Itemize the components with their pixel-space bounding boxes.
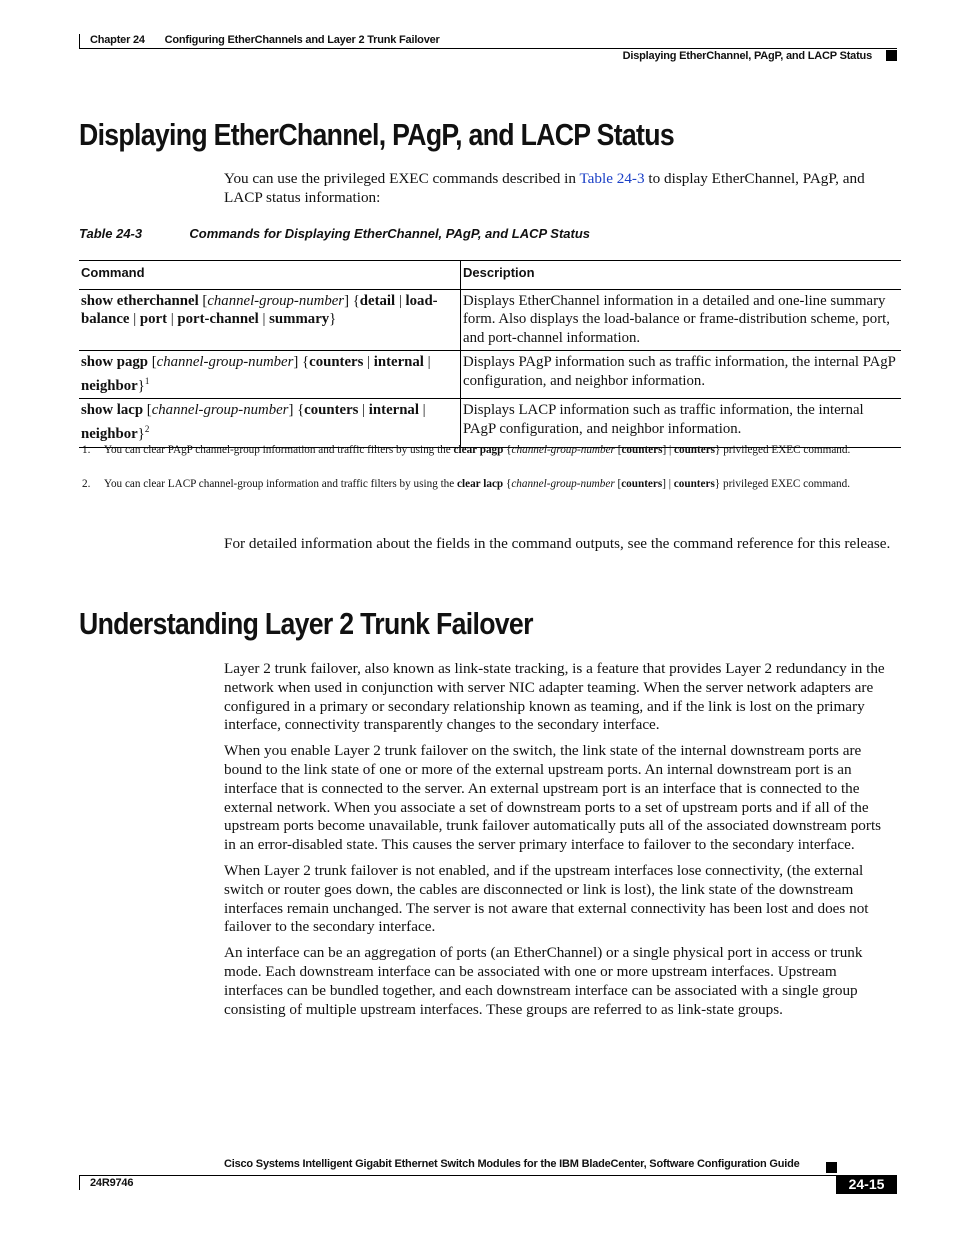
- footer-guide-title: Cisco Systems Intelligent Gigabit Ethernet Switch Modules for the IBM BladeCenter, Software Configuration Guide: [224, 1158, 800, 1170]
- command-option: internal: [373, 354, 424, 371]
- footnote-number: 2.: [82, 478, 91, 490]
- footnote-text: You can clear LACP channel-group information and traffic filters by using the: [104, 478, 458, 490]
- column-header-description: Description: [461, 261, 902, 290]
- header-marker: [886, 50, 897, 61]
- command-argument: channel-group-number: [207, 292, 345, 309]
- description-cell: Displays PAgP information such as traffic information, the internal PAgP configuration, and neighbor information.: [461, 351, 902, 399]
- description-cell: Displays EtherChannel information in a detailed and one-line summary form. Also displays the load-balance or frame-distribution scheme, port, and port-channel information.: [461, 289, 902, 351]
- footnote-text: You can clear PAgP channel-group information and traffic filters by using the: [104, 444, 454, 456]
- footnote-command: clear lacp: [457, 478, 504, 490]
- table-header-row: [79, 261, 901, 290]
- footnote-argument: channel-group-number: [511, 444, 615, 456]
- section2-body: [224, 660, 896, 1019]
- command-keyword: show pagp: [81, 354, 149, 371]
- paragraph: An interface can be an aggregation of ports (an EtherChannel) or a single physical port in access or trunk mode. Each downstream interface can be associated with one or more upstream interfaces. Upstream interfaces can be bundled together, and each downstream interface can be associated with a single group consisting of multiple upstream interfaces. These groups are referred to as link-state groups.: [224, 944, 863, 1018]
- footnote-keyword: counters: [621, 444, 663, 456]
- footnote-command: clear pagp: [453, 444, 504, 456]
- header-left-rule: [79, 34, 80, 49]
- header-section: Displaying EtherChannel, PAgP, and LACP Status: [622, 50, 872, 62]
- chapter-number: Chapter 24: [90, 34, 145, 46]
- intro-paragraph: [224, 170, 896, 208]
- footer-marker: [826, 1162, 837, 1173]
- command-option: summary: [269, 311, 330, 328]
- footnote: 2. You can clear LACP channel-group information and traffic filters by using the clear lacp {channel-group-number [counters] | counters} privileged EXEC command.: [82, 478, 851, 490]
- command-option: counters: [309, 354, 364, 371]
- section-heading-trunk-failover: Understanding Layer 2 Trunk Failover: [79, 606, 533, 641]
- command-cell: show lacp [channel-group-number] {counters | internal | neighbor}$^2$: [79, 399, 461, 447]
- footnote-argument: channel-group-number: [511, 478, 615, 490]
- footer-left-rule: [79, 1175, 80, 1190]
- footnote-keyword: counters: [621, 478, 663, 490]
- paragraph: Layer 2 trunk failover, also known as link-state tracking, is a feature that provides Layer 2 redundancy in the network when used in conjunction with server NIC adapter teaming. When the server network adapters are configured in a primary or secondary relationship known as teaming, and if the link is lost on the primary interface, connectivity transparently changes to the secondary interface.: [224, 660, 885, 734]
- footnote-number: 1.: [82, 444, 91, 456]
- chapter-title: Configuring EtherChannels and Layer 2 Trunk Failover: [164, 34, 440, 46]
- command-reference-paragraph: For detailed information about the fields in the command outputs, see the command reference for this release.: [224, 535, 891, 552]
- command-option: counters: [304, 402, 359, 419]
- section-heading-etherchannel-status: Displaying EtherChannel, PAgP, and LACP Status: [79, 117, 674, 152]
- intro-text-post: to display EtherChannel, PAgP, and LACP status information:: [224, 170, 865, 206]
- footnote-keyword: counters: [674, 444, 716, 456]
- header-rule: [79, 48, 897, 49]
- table-caption: [79, 226, 590, 241]
- footnote: 1. You can clear PAgP channel-group information and traffic filters by using the clear pagp {channel-group-number [counters] | counters} privileged EXEC command.: [82, 444, 851, 456]
- paragraph: When Layer 2 trunk failover is not enabled, and if the upstream interfaces lose connectivity, (the external switch or router goes down, the cables are disconnected or link is lost), the link state of the downstream interfaces remain unchanged. The server is not aware that external connectivity has been lost and does not failover to the secondary interface.: [224, 861, 869, 936]
- table-24-3-link[interactable]: Table 24-3: [579, 170, 645, 187]
- command-option: internal: [368, 402, 419, 419]
- command-keyword: show etherchannel: [81, 292, 199, 309]
- intro-text-pre: You can use the privileged EXEC commands described in: [224, 170, 580, 187]
- footer-rule: [79, 1175, 897, 1176]
- command-cell: show pagp [channel-group-number] {counters | internal | neighbor}$^1$: [79, 351, 461, 399]
- footnote-marker[interactable]: 2: [144, 424, 150, 435]
- paragraph: When you enable Layer 2 trunk failover on the switch, the link state of the internal downstream ports are bound to the link state of one or more of the external upstream ports. An internal downstream port is an interface that is connected to the server. An external upstream port is an interface that is connected to the external network. When you associate a set of downstream ports to a set of upstream ports and if all of the upstream ports become unavailable, trunk failover automatically puts all of the associated downstream ports in an error-disabled state. This causes the server primary interface to failover to the secondary interface.: [224, 742, 882, 854]
- footnote-keyword: counters: [673, 478, 715, 490]
- command-option: detail: [359, 292, 396, 309]
- command-option: neighbor: [81, 426, 138, 442]
- command-option: port-channel: [177, 311, 259, 328]
- footer-doc-number: 24R9746: [90, 1177, 134, 1189]
- footnote-marker[interactable]: 1: [144, 375, 150, 386]
- command-cell: show etherchannel [channel-group-number] {detail | load-balance | port | port-channel | summary}: [79, 289, 461, 351]
- table-row: [79, 399, 901, 447]
- command-keyword: show lacp: [81, 402, 144, 419]
- command-option: neighbor: [81, 377, 138, 394]
- table-title: Commands for Displaying EtherChannel, PAgP, and LACP Status: [189, 226, 591, 241]
- command-option: load-balance: [81, 292, 438, 328]
- command-option: port: [139, 311, 168, 328]
- command-argument: channel-group-number: [151, 402, 289, 419]
- table-label: Table 24-3: [79, 226, 143, 241]
- page-number: 24-15: [836, 1175, 897, 1194]
- commands-table: [79, 260, 901, 448]
- footnote-text-end: privileged EXEC command.: [720, 444, 851, 456]
- header-chapter: [90, 34, 440, 46]
- footnote-text-end: privileged EXEC command.: [720, 478, 851, 490]
- description-cell: Displays LACP information such as traffic information, the internal PAgP configuration, and neighbor information.: [461, 399, 902, 447]
- command-argument: channel-group-number: [156, 354, 294, 371]
- column-header-command: Command: [79, 261, 461, 290]
- table-row: [79, 289, 901, 351]
- table-row: [79, 351, 901, 399]
